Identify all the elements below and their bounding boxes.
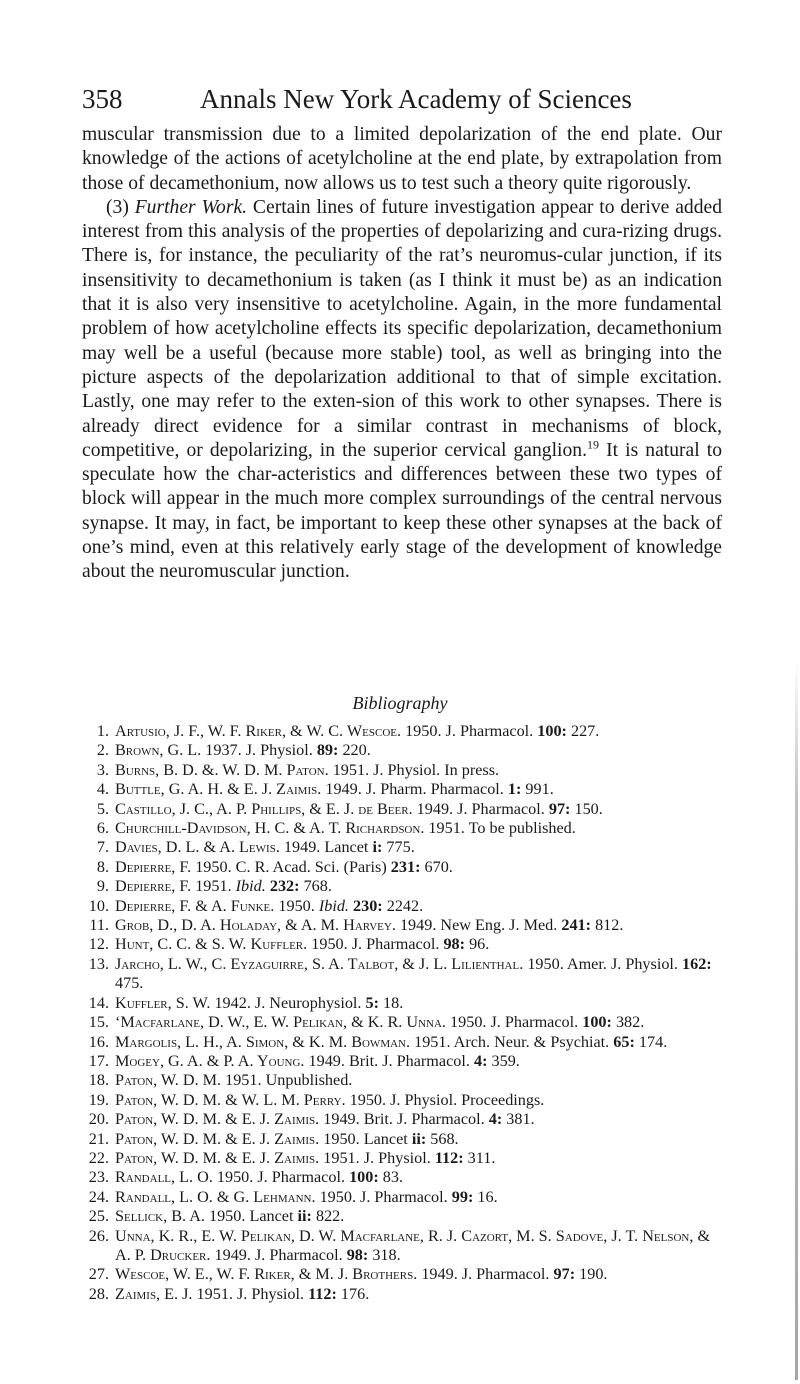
page-number: 358 [82,84,123,114]
bibliography-title: Bibliography [352,693,448,713]
entry-details: 1950. J. Pharmacol. [307,935,444,954]
bibliography-entry [82,1130,728,1149]
entry-volume: 4: [488,1110,503,1129]
entry-details: 1949. J. Pharmacol. [417,1265,554,1284]
body-text [82,123,722,585]
entry-authors: Davies, D. L. & A. Lewis. [115,838,280,857]
bibliography-entry [82,1110,728,1129]
entry-number: 24. [88,1187,109,1206]
entry-volume: 231: [390,857,421,876]
entry-authors: Kuffler, S. W. [115,993,211,1012]
bibliography-entry [82,1227,728,1266]
entry-pages: 83. [378,1168,404,1187]
bibliography-entry [82,897,728,916]
entry-volume: 5: [365,993,379,1012]
journal-title: Annals New York Academy of Sciences [200,84,632,114]
entry-details: 1950. Lancet [204,1207,298,1226]
entry-details: 1949. J. Pharmacol. [210,1245,347,1264]
entry-number: 13. [88,954,109,973]
entry-details: 1949. Brit. J. Pharmacol. [304,1051,474,1070]
paragraph-text-b: It is natural to speculate how the char-acteristics and differences between these two types of block will appear in the much more complex surroundings of the central nervous synapse. It may, in fact, be important to keep these other synapses at the back of one’s mind, even at this relatively early stage of the development of knowledge about the neuromuscular junction. [82,439,722,583]
entry-pages: 775. [382,838,415,857]
paragraph-text-a: Certain lines of future investigation appear to derive added interest from this analysis of the properties of depolarizing and cura-rizing drugs. There is, for instance, the peculiarity of the rat’s neuromus-cular junction, if its insensitivity to decamethonium is taken (as I think it must be) as an indication that it is also very insensitive to acetylcholine. Again, in the more fundamental problem of how acetylcholine effects its specific depolarization, decamethonium may well be a useful (because more stable) tool, as well as bringing into the picture aspects of the depolarization additional to that of simple excitation. Lastly, one may refer to the exten-sion of this work to other synapses. There is already direct evidence for a similar contrast in mechanisms of block, competitive, or depolarizing, in the superior cervical ganglion. [82,196,722,461]
bibliography-entry [82,1207,728,1226]
entry-authors: Randall, L. O. & G. Lehmann. [115,1187,316,1206]
entry-number: 14. [88,993,109,1012]
entry-authors: Castillo, J. C., A. P. Phillips, & E. J. de Beer. [115,799,413,818]
entry-volume: i: [372,838,383,857]
entry-authors: Paton, W. D. M. & E. J. Zaimis. [115,1129,320,1148]
entry-number: 4. [96,780,109,799]
paragraph-1: muscular transmission due to a limited depolarization of the end plate. Our knowledge of the actions of acetylcholine at the end plate, by extrapolation from those of decamethonium, now allows us to test such a theory quite rigorously. [82,124,722,194]
entry-details: 1950. C. R. Acad. Sci. (Paris) [191,857,391,876]
entry-volume: 65: [613,1032,635,1051]
entry-details: 1950. J. Pharmacol. [401,722,538,740]
entry-details: 1951. [191,877,236,896]
entry-details: 1951. J. Physiol. [319,1148,435,1167]
entry-number: 23. [88,1168,109,1187]
citation-superscript: 19 [586,437,599,452]
bibliography-entry [82,1188,728,1207]
entry-pages: 822. [311,1207,345,1226]
entry-details: 1951. J. Physiol. [192,1284,309,1303]
entry-number: 2. [96,741,109,760]
entry-details: 1951. J. Physiol. In press. [328,760,500,779]
bibliography-entry [82,722,728,741]
entry-details: 1937. J. Physiol. [201,741,317,760]
entry-details: 1950. J. Physiol. Proceedings. [345,1090,545,1109]
entry-pages: 190. [575,1265,608,1284]
entry-pages: 96. [465,935,490,954]
entry-details: 1949. New Eng. J. Med. [395,916,562,935]
entry-volume: 241: [561,916,592,935]
entry-details: 1950. [274,896,319,915]
entry-pages: 150. [570,799,603,818]
entry-pages: 568. [426,1129,459,1148]
bibliography-entry [82,780,728,799]
entry-number: 5. [96,799,109,818]
entry-pages: 16. [473,1187,498,1206]
entry-pages: 318. [368,1245,401,1264]
bibliography-entry [82,819,728,838]
entry-authors: Depierre, F. [115,877,192,896]
bibliography-entry [82,1013,728,1032]
entry-volume: 112: [308,1284,337,1303]
entry-number: 27. [88,1265,109,1284]
entry-volume: 98: [346,1245,369,1264]
entry-authors: Paton, W. D. M. [115,1071,222,1090]
entry-authors: Hunt, C. C. & S. W. Kuffler. [115,935,308,954]
entry-authors: ‘Macfarlane, D. W., E. W. Pelikan, & K. R. Unna. [115,1013,446,1032]
entry-number: 8. [96,857,109,876]
bibliography-entry [82,1285,728,1304]
entry-number: 7. [96,838,109,857]
entry-authors: Grob, D., D. A. Holaday, & A. M. Harvey. [115,916,396,935]
entry-details: 1951. Arch. Neur. & Psychiat. [410,1032,614,1051]
entry-volume: 99: [451,1187,474,1206]
entry-number: 25. [88,1207,109,1226]
entry-authors: Paton, W. D. M. & W. L. M. Perry. [115,1090,346,1109]
entry-volume: 4: [473,1051,488,1070]
paragraph-further-work [82,196,722,585]
entry-authors: Sellick, B. A. [115,1207,205,1226]
entry-number: 6. [96,819,109,838]
entry-authors: Paton, W. D. M. & E. J. Zaimis. [115,1148,320,1167]
entry-number: 10. [88,896,109,915]
entry-number: 1. [96,722,109,740]
bibliography-entry [82,1052,728,1071]
entry-pages: 174. [634,1032,668,1051]
entry-volume: 230: [348,896,383,915]
entry-number: 28. [88,1284,109,1303]
entry-authors: Brown, G. L. [115,741,202,760]
entry-authors: Buttle, G. A. H. & E. J. Zaimis. [115,780,322,799]
bibliography-entry [82,800,728,819]
bibliography-entry [82,1033,728,1052]
entry-details: 1942. J. Neurophysiol. [210,993,366,1012]
entry-authors: Paton, W. D. M. & E. J. Zaimis. [115,1110,320,1129]
entry-number: 12. [88,935,109,954]
section-heading: Further Work. [134,196,248,218]
entry-volume: 100: [537,722,567,740]
entry-authors: Artusio, J. F., W. F. Riker, & W. C. Wescoe. [115,722,402,740]
entry-details: 1950. Amer. J. Physiol. [523,954,683,973]
entry-pages: 359. [487,1051,520,1070]
entry-details: 1950. J. Pharmacol. [212,1168,350,1187]
entry-number: 26. [88,1226,109,1245]
entry-pages: 812. [591,916,624,935]
entry-pages: 768. [299,877,332,896]
entry-details: 1950. J. Pharmacol. [315,1187,452,1206]
entry-authors: Randall, L. O. [115,1168,213,1187]
bibliography-entry [82,1071,728,1090]
page-edge-shadow [795,660,798,1380]
entry-pages: 311. [463,1148,496,1167]
entry-details: 1951. To be published. [424,819,576,838]
entry-details: 1949. J. Pharmacol. [412,799,549,818]
entry-authors: Mogey, G. A. & P. A. Young. [115,1051,305,1070]
entry-pages: 991. [521,780,554,799]
entry-volume: 100: [349,1168,379,1187]
entry-volume: 97: [548,799,571,818]
bibliography-entry [82,1091,728,1110]
entry-authors: Wescoe, W. E., W. F. Riker, & M. J. Brothers. [115,1265,418,1284]
bibliography-entry [82,858,728,877]
entry-number: 11. [89,916,109,935]
entry-details: 1949. J. Pharm. Pharmacol. [321,780,508,799]
entry-authors: Unna, K. R., E. W. Pelikan, D. W. Macfarlane, R. J. Cazort, M. S. Sadove, J. T. Nelson, & A. P. Drucker. [115,1226,711,1264]
entry-volume: ii: [411,1129,427,1148]
entry-authors: Jarcho, L. W., C. Eyzaguirre, S. A. Talbot, & J. L. Lilienthal. [115,954,524,973]
entry-pages: 220. [338,741,371,760]
entry-volume: 232: [265,877,300,896]
entry-authors: Depierre, F. [115,857,192,876]
entry-number: 15. [88,1013,109,1032]
entry-volume: 89: [316,741,339,760]
entry-pages: 227. [566,722,600,740]
entry-pages: 475. [115,974,144,993]
entry-number: 21. [88,1129,109,1148]
bibliography-entry [82,1168,728,1187]
entry-authors: Zaimis, E. J. [115,1284,193,1303]
entry-number: 19. [88,1090,109,1109]
entry-number: 3. [96,760,109,779]
entry-details: 1949. Brit. J. Pharmacol. [319,1110,489,1129]
entry-number: 17. [88,1051,109,1070]
bibliography-entry [82,761,728,780]
entry-ibid: Ibid. [235,877,266,896]
entry-volume: 100: [582,1013,612,1032]
entry-volume: 97: [553,1265,576,1284]
entry-number: 18. [88,1071,109,1090]
entry-pages: 382. [611,1013,645,1032]
bibliography-entry [82,1149,728,1168]
entry-volume: ii: [297,1207,312,1226]
bibliography-entry [82,935,728,954]
entry-pages: 18. [379,993,404,1012]
bibliography-entry [82,1265,728,1284]
bibliography-entry [82,877,728,896]
entry-number: 22. [88,1148,109,1167]
entry-details: 1951. Unpublished. [221,1071,353,1090]
entry-authors: Margolis, L. H., A. Simon, & K. M. Bowman. [115,1032,411,1051]
entry-number: 20. [88,1110,109,1129]
entry-volume: 112: [434,1148,464,1167]
bibliography-list [82,722,728,1304]
bibliography-entry [82,994,728,1013]
entry-number: 9. [96,877,109,896]
entry-details: 1949. Lancet [279,838,373,857]
running-header [82,84,722,124]
entry-volume: 162: [682,954,712,973]
entry-authors: Churchill-Davidson, H. C. & A. T. Richardson. [115,819,425,838]
entry-volume: 98: [443,935,466,954]
entry-authors: Depierre, F. & A. Funke. [115,896,275,915]
entry-authors: Burns, B. D. &. W. D. M. Paton. [115,760,329,779]
entry-number: 16. [88,1032,109,1051]
bibliography-entry [82,916,728,935]
entry-details: 1950. J. Pharmacol. [445,1013,583,1032]
entry-pages: 176. [336,1284,370,1303]
entry-pages: 381. [502,1110,535,1129]
entry-volume: 1: [507,780,522,799]
bibliography-entry [82,838,728,857]
entry-pages: 670. [420,857,453,876]
entry-ibid: Ibid. [318,896,349,915]
entry-details: 1950. Lancet [319,1129,412,1148]
entry-pages: 2242. [382,896,424,915]
bibliography-entry [82,955,728,994]
bibliography-entry [82,741,728,760]
section-label: (3) [106,196,135,218]
